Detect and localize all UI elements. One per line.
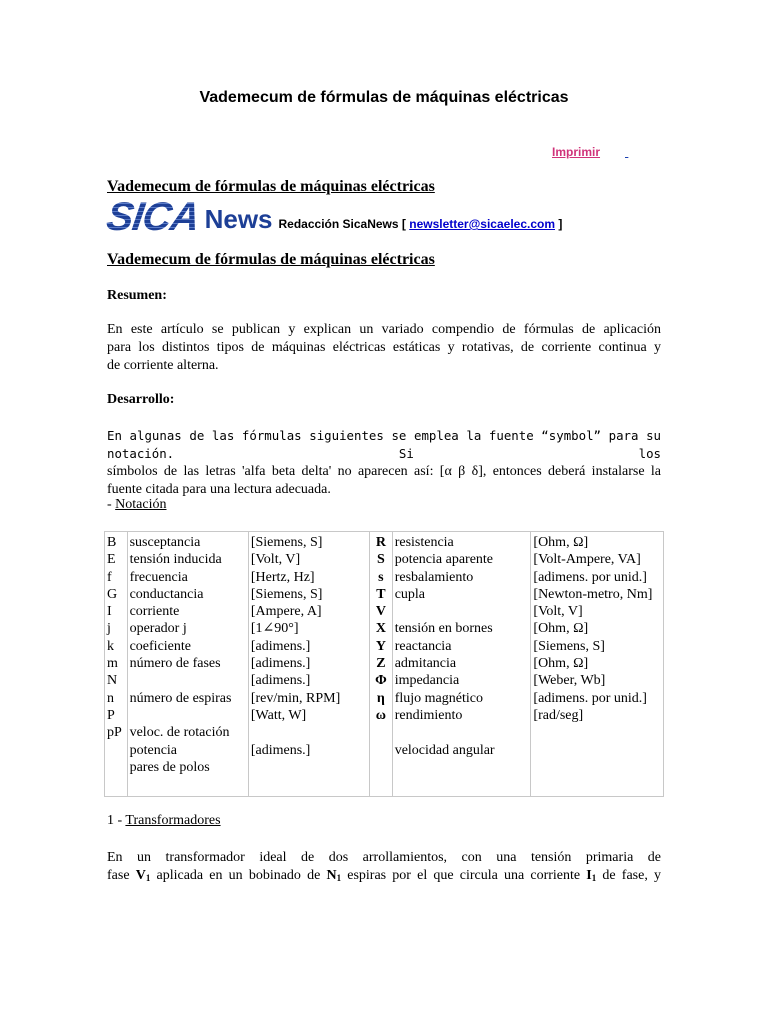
current-sub: 1: [591, 873, 597, 883]
symbol: n: [107, 690, 114, 706]
unit: [Volt, V]: [533, 604, 583, 620]
description: impedancia: [394, 673, 460, 689]
symbol: Z: [376, 656, 386, 672]
symbol: B: [107, 535, 117, 550]
description: corriente: [129, 604, 180, 620]
description: veloc. de rotación: [129, 725, 230, 741]
unit: [adimens. por unid.]: [533, 569, 647, 585]
section-1-line: [107, 867, 661, 887]
description: número de espiras: [129, 690, 232, 706]
print-link[interactable]: Imprimir: [552, 145, 601, 159]
byline-prefix: Redacción SicaNews [: [278, 217, 406, 231]
unit: [rad/seg]: [533, 707, 584, 723]
desarrollo-label: Desarrollo:: [107, 392, 175, 407]
description: rendimiento: [394, 707, 463, 723]
symbol: pP: [107, 725, 122, 741]
description-blank: [395, 603, 529, 620]
description-blank: [395, 724, 529, 741]
description: cupla: [394, 586, 426, 602]
symbol: k: [107, 638, 114, 654]
section-1-heading: [107, 813, 221, 829]
symbol: j: [107, 621, 111, 637]
description: coeficiente: [129, 638, 191, 654]
symbol: V: [375, 604, 386, 620]
description: tensión en bornes: [394, 621, 493, 637]
text-fragment: espiras por el que circula una corriente: [341, 868, 587, 883]
unit: [Newton-metro, Nm]: [533, 586, 653, 602]
article-heading-2: Vademecum de fórmulas de máquinas eléctricas: [107, 251, 435, 268]
voltage-symbol: [136, 868, 151, 883]
description: frecuencia: [129, 569, 188, 585]
unit: [1∠90°]: [250, 621, 299, 637]
byline-suffix: ]: [558, 217, 563, 231]
voltage-sub: 1: [145, 873, 151, 883]
unit: [Hertz, Hz]: [250, 569, 315, 585]
description: reactancia: [394, 638, 452, 654]
symbol: X: [375, 621, 386, 637]
unit: [adimens.]: [250, 656, 311, 672]
text-fragment: aplicada en un bobinado de: [150, 868, 327, 883]
notation-table: [104, 531, 664, 797]
description: velocidad angular: [394, 742, 495, 758]
notation-heading: [107, 497, 167, 513]
description: resistencia: [394, 535, 454, 550]
current-letter: I: [586, 868, 592, 883]
description: conductancia: [129, 586, 204, 602]
sica-logo-icon: SICA: [103, 195, 202, 239]
unit: [adimens.]: [250, 638, 311, 654]
resumen-paragraph: [107, 321, 661, 375]
symbol: η: [376, 690, 385, 706]
text-fragment: de fase, y: [596, 868, 661, 883]
units-column-2: [531, 532, 664, 797]
description: potencia aparente: [394, 552, 494, 568]
symbol: T: [376, 586, 386, 602]
symbol: P: [107, 707, 115, 723]
desarrollo-line: En algunas de las fórmulas siguientes se emplea la fuente “symbol” para su notación. Si los: [107, 428, 661, 461]
description: pares de polos: [129, 759, 210, 775]
notation-prefix: -: [107, 497, 116, 512]
unit: [Volt, V]: [250, 552, 301, 568]
article-heading: Vademecum de fórmulas de máquinas eléctricas: [107, 178, 435, 195]
units-column-1: [248, 532, 369, 797]
description: flujo magnético: [394, 690, 483, 706]
section-1-paragraph: [107, 849, 661, 887]
symbol: m: [107, 656, 118, 672]
byline: [279, 214, 563, 234]
symbol: ω: [375, 707, 386, 723]
unit: [rev/min, RPM]: [250, 690, 341, 706]
description: resbalamiento: [394, 569, 474, 585]
symbol: E: [107, 552, 116, 568]
symbols-column-2: [370, 532, 393, 797]
turns-letter: N: [326, 868, 337, 883]
byline-row: [103, 194, 563, 239]
resumen-label: Resumen:: [107, 288, 167, 303]
desarrollo-paragraph: [107, 427, 661, 499]
unit: [Ohm, Ω]: [533, 535, 589, 550]
description: admitancia: [394, 656, 457, 672]
unit: [Volt-Ampere, VA]: [533, 552, 641, 568]
symbol: Y: [375, 638, 386, 654]
unit: [Watt, W]: [250, 707, 307, 723]
symbol: R: [375, 535, 386, 550]
descriptions-column-2: [392, 532, 531, 797]
symbol: S: [376, 552, 385, 568]
voltage-letter: V: [135, 868, 146, 883]
unit: [Ohm, Ω]: [533, 621, 589, 637]
symbol: G: [107, 586, 118, 602]
symbol: N: [107, 673, 118, 689]
symbol: s: [378, 569, 384, 585]
print-icon-link[interactable]: [625, 145, 628, 159]
text-fragment: fase: [107, 868, 136, 883]
notation-label: Notación: [115, 497, 167, 512]
unit: [Ampere, A]: [250, 604, 322, 620]
news-logo-text: News: [204, 204, 273, 234]
unit: [adimens.]: [250, 673, 311, 689]
section-1-prefix: 1 -: [107, 813, 126, 828]
unit-blank: [251, 724, 367, 741]
section-1-title: Transformadores: [125, 813, 221, 828]
unit: [Siemens, S]: [533, 638, 605, 654]
description: número de fases: [129, 656, 221, 672]
description: potencia: [129, 742, 178, 758]
page-title: Vademecum de fórmulas de máquinas eléctricas: [199, 89, 569, 106]
symbols-column-1: [105, 532, 128, 797]
description: susceptancia: [129, 535, 201, 550]
description: tensión inducida: [129, 552, 222, 568]
description-blank: [130, 672, 246, 689]
desarrollo-line: fuente citada para una lectura adecuada.: [107, 482, 331, 497]
resumen-line: de corriente alterna.: [107, 358, 219, 373]
unit: [Siemens, S]: [250, 586, 323, 602]
symbol: I: [107, 604, 112, 620]
turns-sub: 1: [336, 873, 342, 883]
resumen-line: para los distintos tipos de máquinas eléctricas estáticas y rotativas, de corriente continua y: [107, 340, 661, 355]
description: operador j: [129, 621, 187, 637]
desarrollo-line: símbolos de las letras 'alfa beta delta' no aparecen así: [α β δ], entonces deberá instalarse la: [107, 464, 661, 479]
descriptions-column-1: [127, 532, 248, 797]
unit: [Weber, Wb]: [533, 673, 606, 689]
unit: [adimens. por unid.]: [533, 690, 647, 706]
unit: [Siemens, S]: [250, 535, 323, 550]
newsletter-email-link[interactable]: newsletter@sicaelec.com: [409, 217, 556, 231]
current-symbol: [586, 868, 596, 883]
symbol: f: [107, 569, 112, 585]
unit: [adimens.]: [250, 742, 311, 758]
resumen-line: En este artículo se publican y explican un variado compendio de fórmulas de aplicación: [107, 322, 661, 337]
symbol: Φ: [375, 673, 387, 689]
description-blank: [130, 707, 246, 724]
turns-symbol: [326, 868, 341, 883]
section-1-line: En un transformador ideal de dos arrollamientos, con una tensión primaria de: [107, 850, 661, 865]
unit: [Ohm, Ω]: [533, 656, 589, 672]
